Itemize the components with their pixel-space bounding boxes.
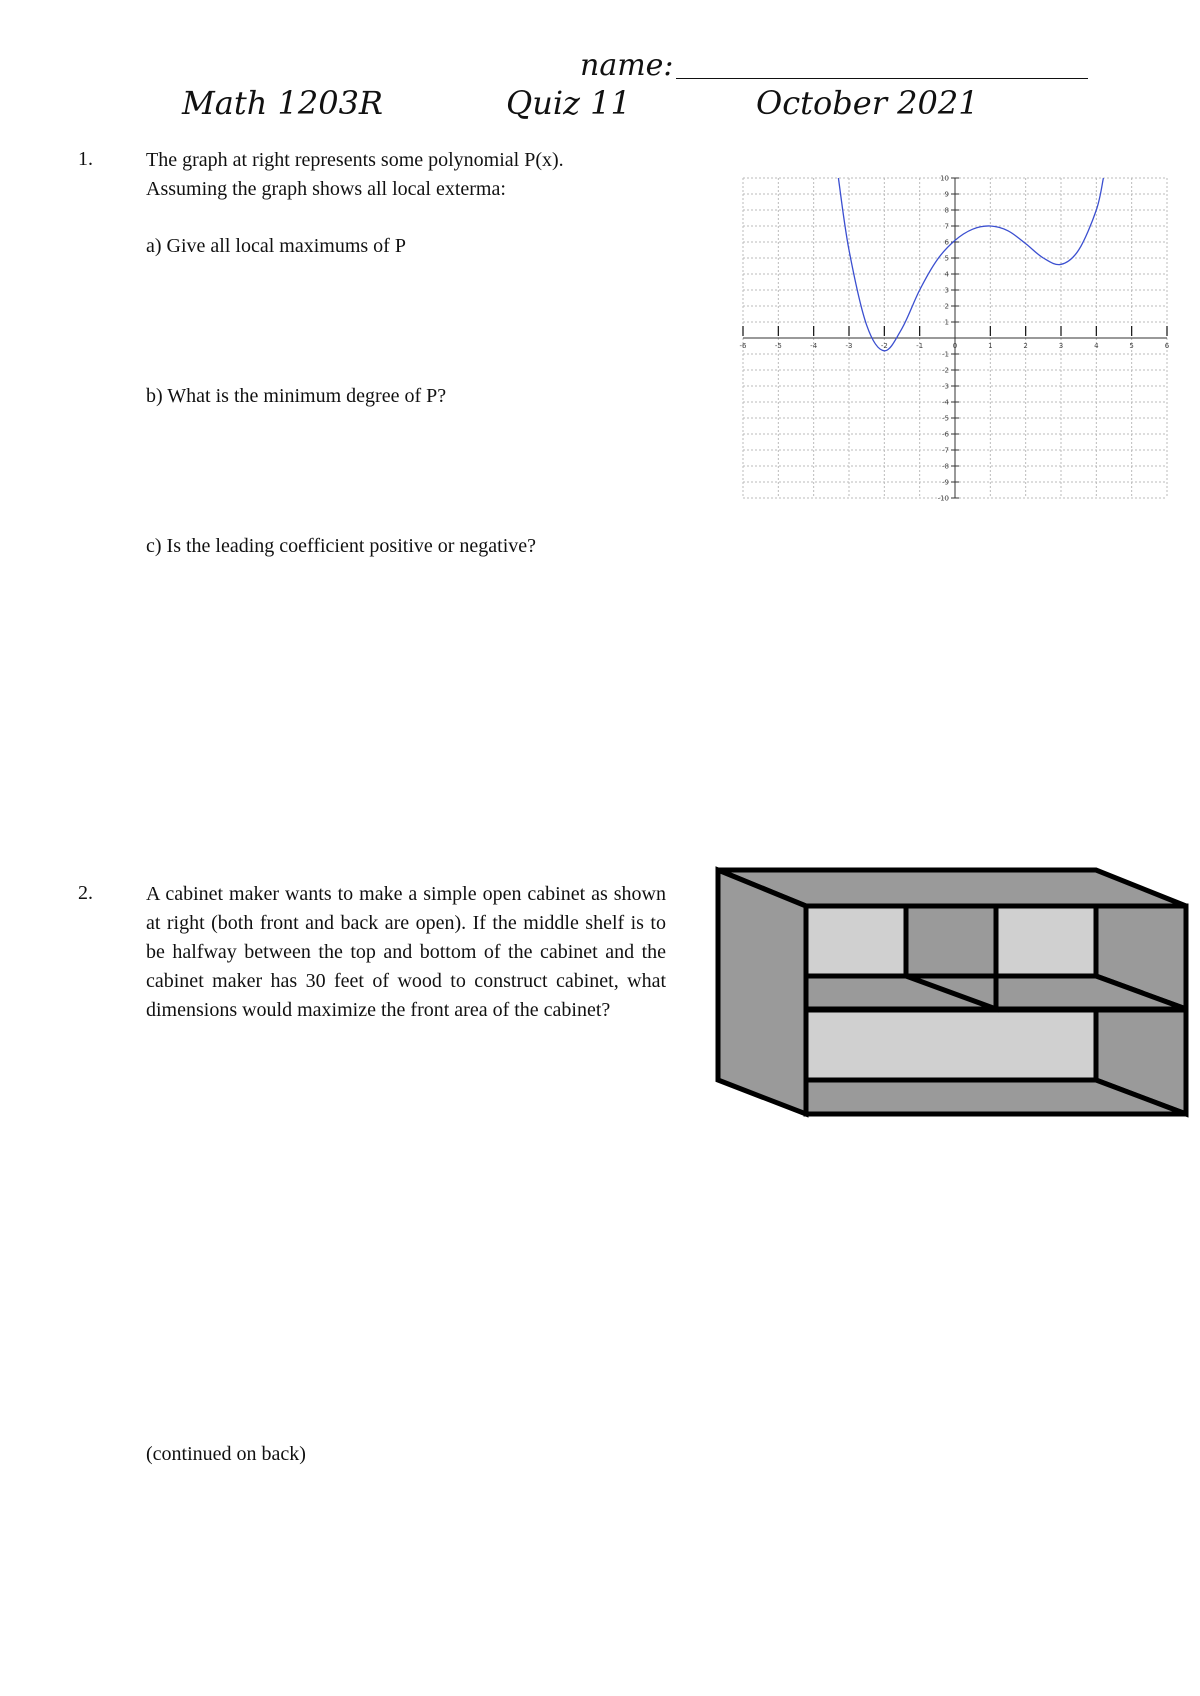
cabinet-back-lower [806, 1010, 1096, 1080]
y-tick-label: -10 [937, 494, 949, 503]
polynomial-graph [735, 170, 1175, 505]
question-1a: a) Give all local maximums of P [146, 235, 406, 257]
y-tick-label: -3 [942, 382, 949, 391]
y-tick-label: 6 [944, 238, 949, 247]
question-1b: b) What is the minimum degree of P? [146, 385, 447, 407]
cabinet-back-upper-right [996, 906, 1096, 976]
x-tick-label: -5 [774, 342, 782, 350]
y-tick-label: 9 [944, 190, 949, 199]
y-tick-label: -5 [942, 414, 949, 423]
question-1-number: 1. [78, 148, 93, 170]
x-tick-label: 6 [1164, 342, 1170, 350]
x-tick-label: -1 [916, 342, 924, 350]
y-tick-label: -9 [942, 478, 949, 487]
y-tick-label: 1 [944, 318, 949, 327]
cabinet-illustration [712, 864, 1192, 1124]
y-tick-label: 2 [944, 302, 949, 311]
y-tick-label: -6 [942, 430, 949, 439]
name-label: name: [580, 48, 674, 83]
x-tick-label: -6 [739, 342, 747, 350]
x-tick-label: -4 [810, 342, 818, 350]
x-tick-label: 4 [1094, 342, 1099, 350]
question-1-line-1: The graph at right represents some polynomial P(x). [146, 149, 564, 171]
quiz-date: October 2021 [756, 84, 979, 122]
x-tick-label: 0 [952, 342, 958, 350]
y-tick-label: 5 [944, 254, 949, 263]
name-field[interactable] [676, 78, 1088, 79]
x-tick-label: -2 [880, 342, 888, 350]
y-tick-label: -4 [942, 398, 949, 407]
y-tick-label: 4 [944, 270, 949, 279]
question-2-number: 2. [78, 882, 93, 904]
question-1c: c) Is the leading coefficient positive or negative? [146, 535, 537, 557]
y-tick-label: 8 [944, 206, 949, 215]
question-1-line-2: Assuming the graph shows all local exterma: [146, 178, 506, 200]
question-2-text: A cabinet maker wants to make a simple open cabinet as shown at right (both front and back are open). If the middle shelf is to be halfway between the top and bottom of the cabinet and the cabinet maker has 30 feet of wood to construct cabinet, what dimensions would maximize the front area of the cabinet? [146, 883, 666, 1021]
quiz-title: Quiz 11 [506, 84, 631, 122]
y-tick-label: 10 [940, 174, 949, 183]
y-tick-label: 7 [944, 222, 949, 231]
question-1-text [146, 146, 706, 204]
y-tick-label: -8 [942, 462, 949, 471]
y-tick-label: -1 [942, 350, 949, 359]
graph-curve [838, 178, 1103, 351]
cabinet-left-side [718, 870, 806, 1114]
x-tick-label: 5 [1129, 342, 1134, 350]
cabinet-back-upper-left [806, 906, 906, 976]
x-tick-label: 2 [1023, 342, 1028, 350]
polynomial-curve [838, 178, 1103, 351]
x-tick-label: 1 [988, 342, 993, 350]
y-tick-label: 3 [944, 286, 949, 295]
x-tick-label: -3 [845, 342, 853, 350]
course-title: Math 1203R [182, 84, 384, 122]
continued-note: (continued on back) [146, 1443, 306, 1465]
y-tick-label: -2 [942, 366, 949, 375]
x-tick-label: 3 [1058, 342, 1064, 350]
y-tick-label: -7 [942, 446, 949, 455]
